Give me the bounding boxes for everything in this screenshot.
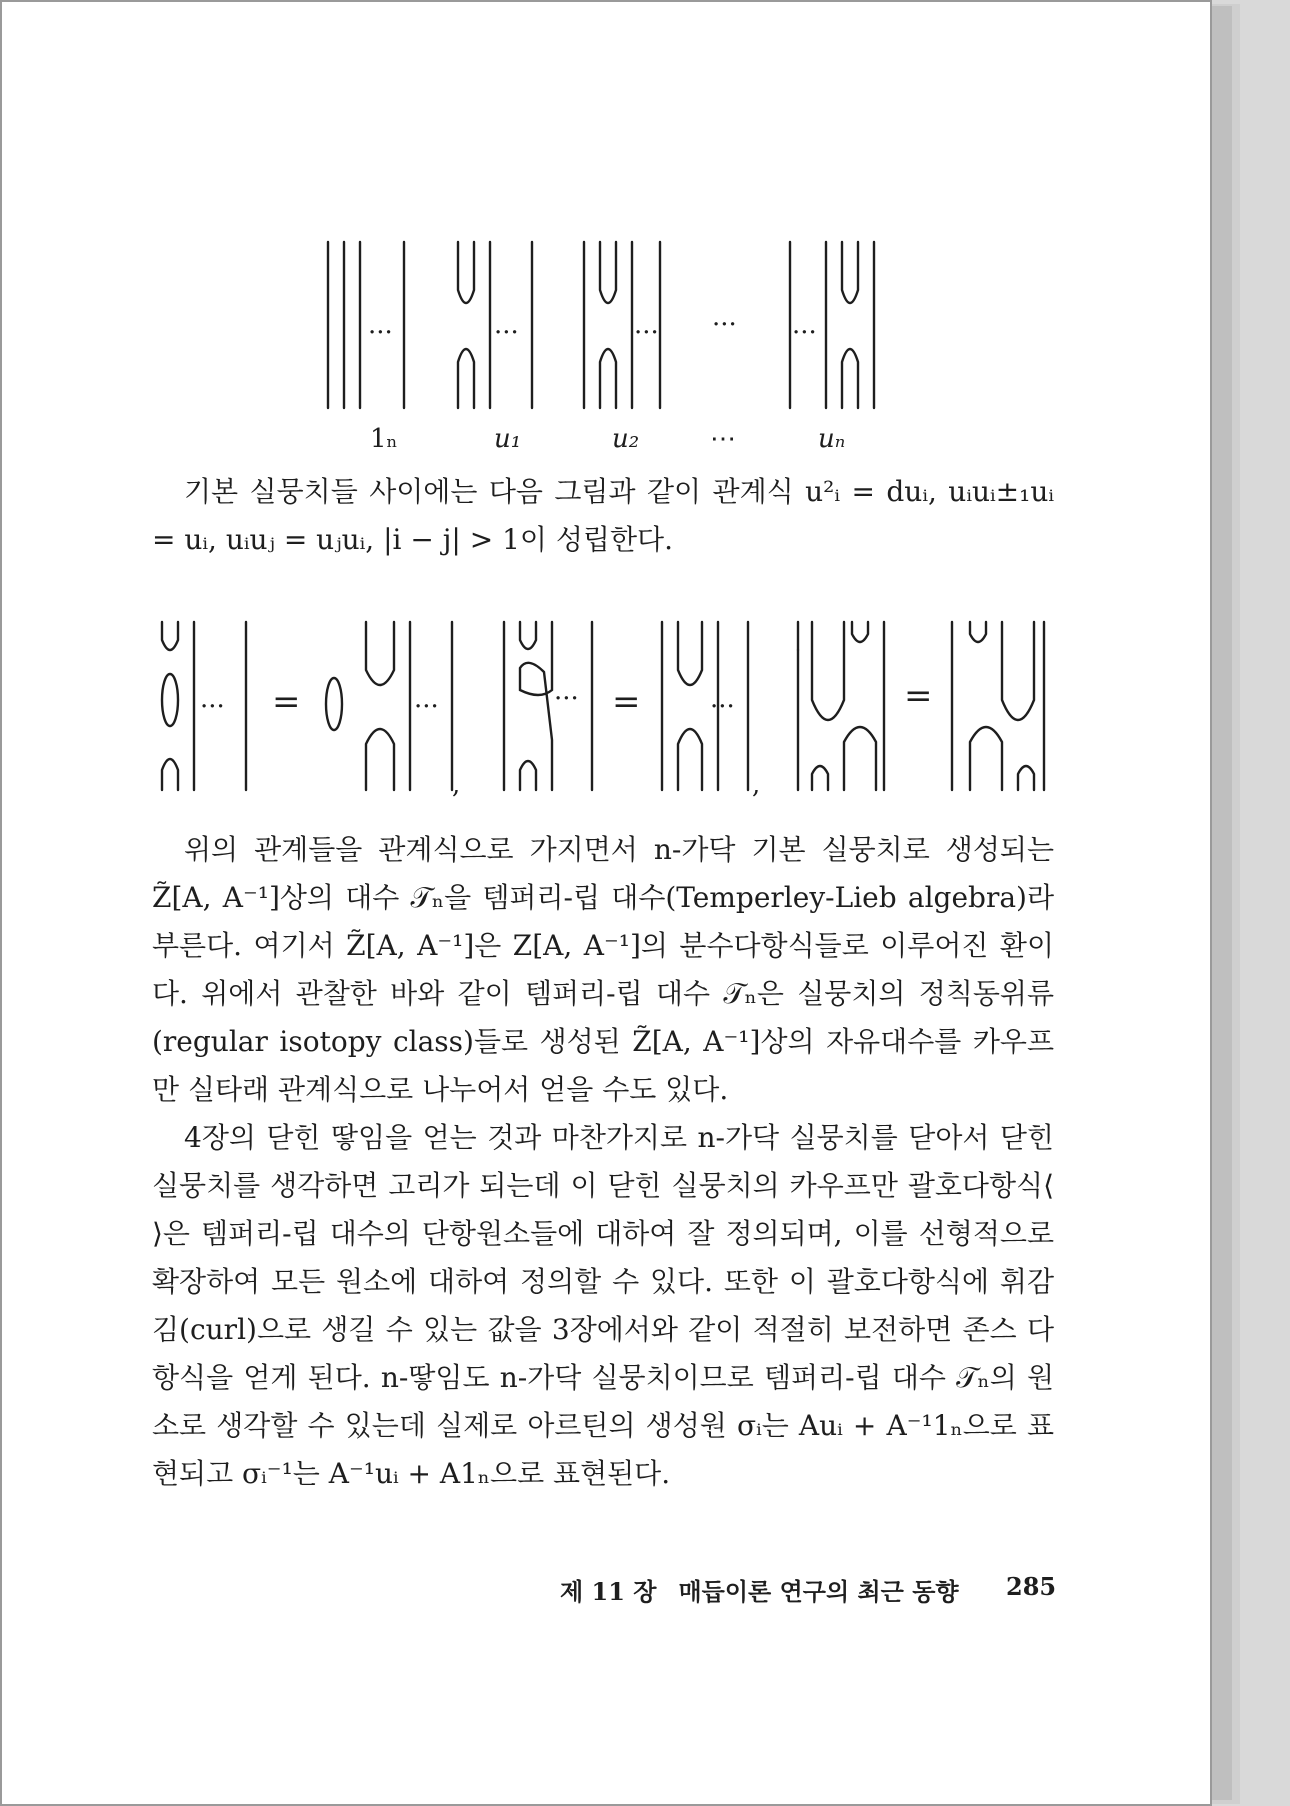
caption-dots: ⋯ bbox=[710, 424, 736, 454]
paragraph-temperley-lieb: 위의 관계들을 관계식으로 가지면서 n-가닥 기본 실뭉치로 생성되는 Z̃[A, A⁻¹]상의 대수 𝒯ₙ을 템퍼리-립 대수(Temperley-Lieb algebra)라 부른다. 여기서 Z̃[A, A⁻¹]은 Z[A, A⁻¹]의 분수다항식들로 이루어진 환이다. 위에서 관찰한 바와 같이 템퍼리-립 대수 𝒯ₙ은 실뭉치의 정칙동위류(regular isotopy class)들로 생성된 Z̃[A, A⁻¹]상의 자유대수를 카우프만 실타래 관계식으로 나누어서 얻을 수도 있다. bbox=[152, 833, 1054, 1106]
ellipsis: ··· bbox=[710, 692, 735, 722]
equals-sign: = bbox=[904, 676, 933, 716]
relation-3-lhs bbox=[798, 622, 884, 790]
caption-un: uₙ bbox=[818, 424, 846, 454]
caption-u2: u₂ bbox=[612, 424, 640, 454]
ellipsis: ··· bbox=[494, 318, 519, 348]
ellipsis: ··· bbox=[792, 318, 817, 348]
relation-2-rhs bbox=[662, 622, 748, 790]
ellipsis: ··· bbox=[200, 692, 225, 722]
ellipsis: ··· bbox=[712, 310, 737, 340]
paragraph-relations: 기본 실뭉치들 사이에는 다음 그림과 같이 관계식 u²ᵢ = duᵢ, uᵢuᵢ±₁uᵢ = uᵢ, uᵢuⱼ = uⱼuᵢ, |i − j| > 1이 성립한다. bbox=[152, 475, 1054, 556]
comma: , bbox=[452, 770, 461, 800]
relation-2-lhs bbox=[504, 622, 592, 790]
relation-3-rhs bbox=[952, 622, 1044, 790]
ellipsis: ··· bbox=[554, 684, 579, 714]
paragraph-bracket-polynomial: 4장의 닫힌 땋임을 얻는 것과 마찬가지로 n-가닥 실뭉치를 닫아서 닫힌 실뭉치를 생각하면 고리가 되는데 이 닫힌 실뭉치의 카우프만 괄호다항식⟨ ⟩은 템퍼리-립 대수의 단항원소들에 대하여 잘 정의되며, 이를 선형적으로 확장하여 모든 원소에 대하여 정의할 수 있다. 또한 이 괄호다항식에 휘감김(curl)으로 생길 수 있는 값을 3장에서와 같이 적절히 보전하면 존스 다항식을 얻게 된다. n-땋임도 n-가닥 실뭉치이므로 템퍼리-립 대수 𝒯ₙ의 원소로 생각할 수 있는데 실제로 아르틴의 생성원 σᵢ는 Auᵢ + A⁻¹1ₙ으로 표현되고 σᵢ⁻¹는 A⁻¹uᵢ + A1ₙ으로 표현된다. bbox=[152, 1121, 1054, 1490]
text-block-2 bbox=[152, 826, 1054, 1498]
comma: , bbox=[752, 770, 761, 800]
page-number: 285 bbox=[1006, 1572, 1057, 1601]
running-footer bbox=[560, 1572, 959, 1607]
equals-sign: = bbox=[612, 682, 641, 722]
caption-u1: u₁ bbox=[494, 424, 522, 454]
page-edge-shadow-inner bbox=[1212, 6, 1232, 1800]
ellipsis: ··· bbox=[368, 318, 393, 348]
figure-relations bbox=[0, 0, 1200, 800]
ellipsis: ··· bbox=[634, 318, 659, 348]
ellipsis: ··· bbox=[414, 692, 439, 722]
equals-sign: = bbox=[272, 682, 301, 722]
footer-chapter: 제 11 장 bbox=[560, 1577, 657, 1606]
caption-1n: 1ₙ bbox=[370, 424, 398, 454]
footer-title: 매듭이론 연구의 최근 동향 bbox=[678, 1577, 959, 1606]
